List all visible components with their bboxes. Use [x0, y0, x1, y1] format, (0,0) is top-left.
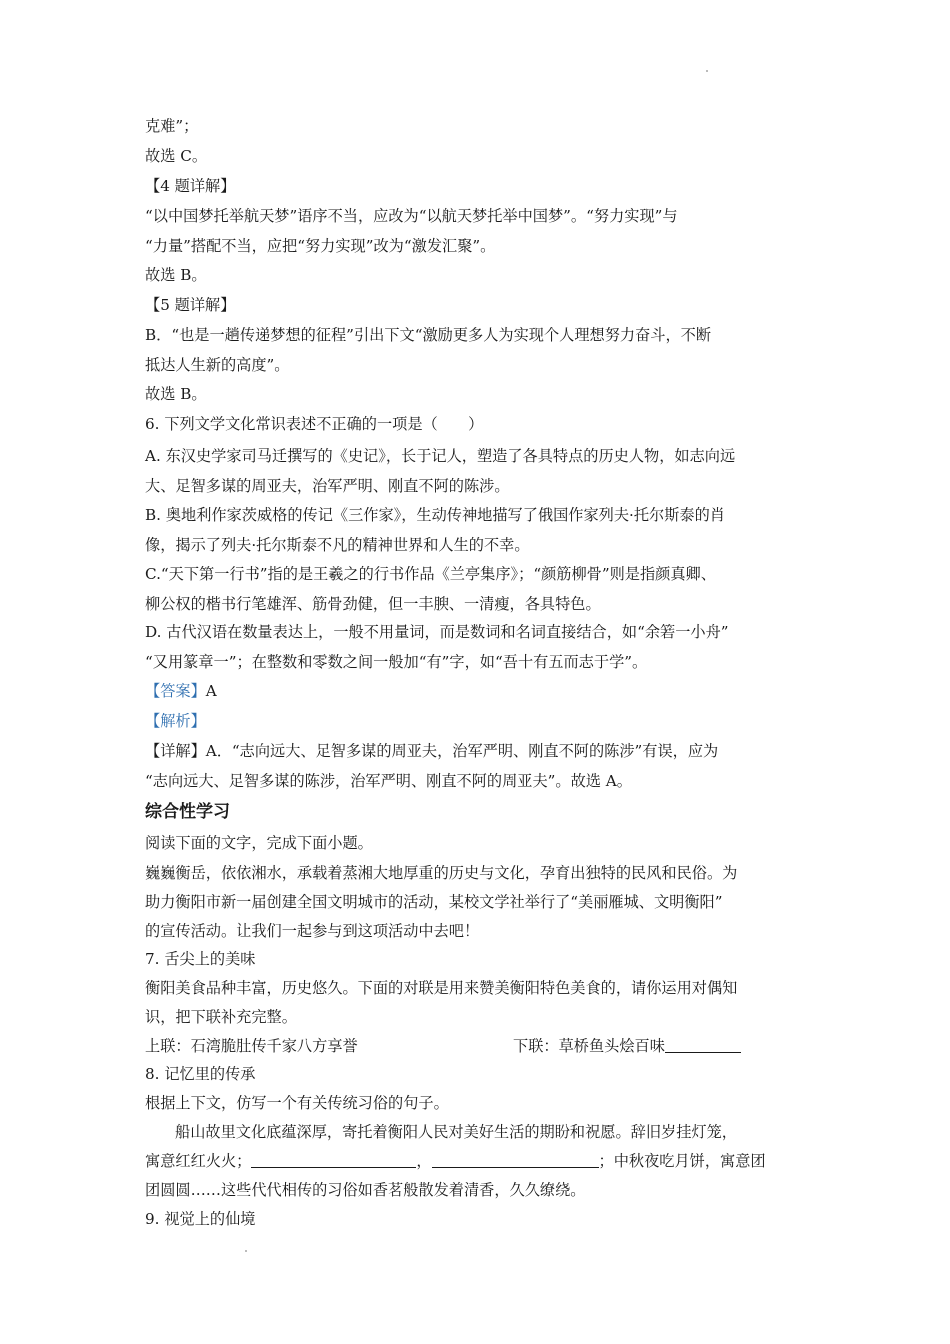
subheading-q4-detail: 【4 题详解】 — [145, 177, 236, 195]
text-line: 识，把下联补充完整。 — [145, 1008, 297, 1026]
text-line: B．“也是一趟传递梦想的征程”引出下文“激励更多人为实现个人理想努力奋斗，不断 — [145, 326, 712, 344]
para-2-end: ；中秋夜吃月饼，寓意团 — [598, 1152, 766, 1170]
option-c-cont: 柳公权的楷书行笔雄浑、筋骨劲健，但一丰腴、一清瘦，各具特色。 — [145, 595, 601, 613]
couplet-lower-text: 下联：草桥鱼头烩百味 — [513, 1037, 665, 1055]
para-2-separator: ， — [416, 1152, 432, 1170]
answer-value: A — [205, 682, 217, 700]
question-9-title: 9. 视觉上的仙境 — [145, 1210, 256, 1228]
text-line: 的宣传活动。让我们一起参与到这项活动中去吧！ — [145, 922, 480, 940]
option-a-cont: 大、足智多谋的周亚夫，治军严明、刚直不阿的陈涉。 — [145, 477, 510, 495]
answer-line — [145, 681, 217, 701]
fill-blank-1[interactable] — [251, 1152, 416, 1168]
analysis-label: 【解析】 — [145, 712, 206, 730]
option-c: C.“天下第一行书”指的是王羲之的行书作品《兰亭集序》；“颜筋柳骨”则是指颜真卿、 — [145, 565, 716, 583]
option-d-cont: “又用篆章一”；在整数和零数之间一般加“有”字，如“吾十有五而志于学”。 — [145, 653, 648, 671]
couplet-upper: 上联：石湾脆肚传千家八方享誉 — [145, 1037, 358, 1055]
corner-mark-top — [706, 70, 708, 72]
question-8-para-1: 船山故里文化底蕴深厚，寄托着衡阳人民对美好生活的期盼和祝愿。辞旧岁挂灯笼， — [175, 1123, 737, 1141]
option-d: D. 古代汉语在数量表达上，一般不用量词，而是数词和名词直接结合，如“余箬一小舟” — [145, 623, 729, 641]
section-title: 综合性学习 — [145, 802, 230, 822]
text-line: 阅读下面的文字，完成下面小题。 — [145, 834, 373, 852]
text-line: 抵达人生新的高度”。 — [145, 356, 290, 374]
text-line: 巍巍衡岳，依依湘水，承载着蒸湘大地厚重的历史与文化，孕育出独特的民风和民俗。为 — [145, 864, 738, 882]
question-7-title: 7. 舌尖上的美味 — [145, 950, 256, 968]
answer-label: 【答案】 — [145, 682, 206, 700]
detail-line-1: 【详解】A．“志向远大、足智多谋的周亚夫，治军严明、刚直不阿的陈涉”有误，应为 — [145, 742, 719, 760]
option-b: B. 奥地利作家茨威格的传记《三作家》，生动传神地描写了俄国作家列夫·托尔斯泰的肖 — [145, 506, 725, 524]
option-a: A. 东汉史学家司马迁撰写的《史记》，长于记人，塑造了各具特点的历史人物，如志向远 — [145, 447, 736, 465]
question-8-title: 8. 记忆里的传承 — [145, 1065, 256, 1083]
question-8-para-3: 团圆圆……这些代代相传的习俗如香茗般散发着清香，久久缭绕。 — [145, 1181, 586, 1199]
detail-line-2: “志向远大、足智多谋的陈涉，治军严明、刚直不阿的周亚夫”。故选 A。 — [145, 772, 632, 790]
text-line: 故选 C。 — [145, 147, 208, 165]
question-8-instruction: 根据上下文，仿写一个有关传统习俗的句子。 — [145, 1094, 449, 1112]
subheading-q5-detail: 【5 题详解】 — [145, 296, 236, 314]
option-b-cont: 像，揭示了列夫·托尔斯泰不凡的精神世界和人生的不幸。 — [145, 536, 530, 554]
fill-blank-2[interactable] — [432, 1152, 599, 1168]
text-line: 衡阳美食品种丰富，历史悠久。下面的对联是用来赞美衡阳特色美食的，请你运用对偶知 — [145, 979, 738, 997]
question-6-stem: 6. 下列文学文化常识表述不正确的一项是（ ） — [145, 415, 484, 433]
couplet-lower — [513, 1036, 741, 1056]
para-2-start: 寓意红红火火； — [145, 1152, 252, 1170]
text-line: 助力衡阳市新一届创建全国文明城市的活动，某校文学社举行了“美丽雁城、文明衡阳” — [145, 893, 723, 911]
text-line: 故选 B。 — [145, 266, 207, 284]
text-line: “力量”搭配不当，应把“努力实现”改为“激发汇聚”。 — [145, 237, 496, 255]
couplet-answer-blank[interactable] — [665, 1037, 741, 1053]
text-line: 克难”； — [145, 117, 199, 135]
corner-mark-bottom — [245, 1250, 247, 1252]
text-line: 故选 B。 — [145, 385, 207, 403]
text-line: “以中国梦托举航天梦”语序不当，应改为“以航天梦托举中国梦”。“努力实现”与 — [145, 207, 678, 225]
question-8-para-2 — [145, 1151, 766, 1171]
